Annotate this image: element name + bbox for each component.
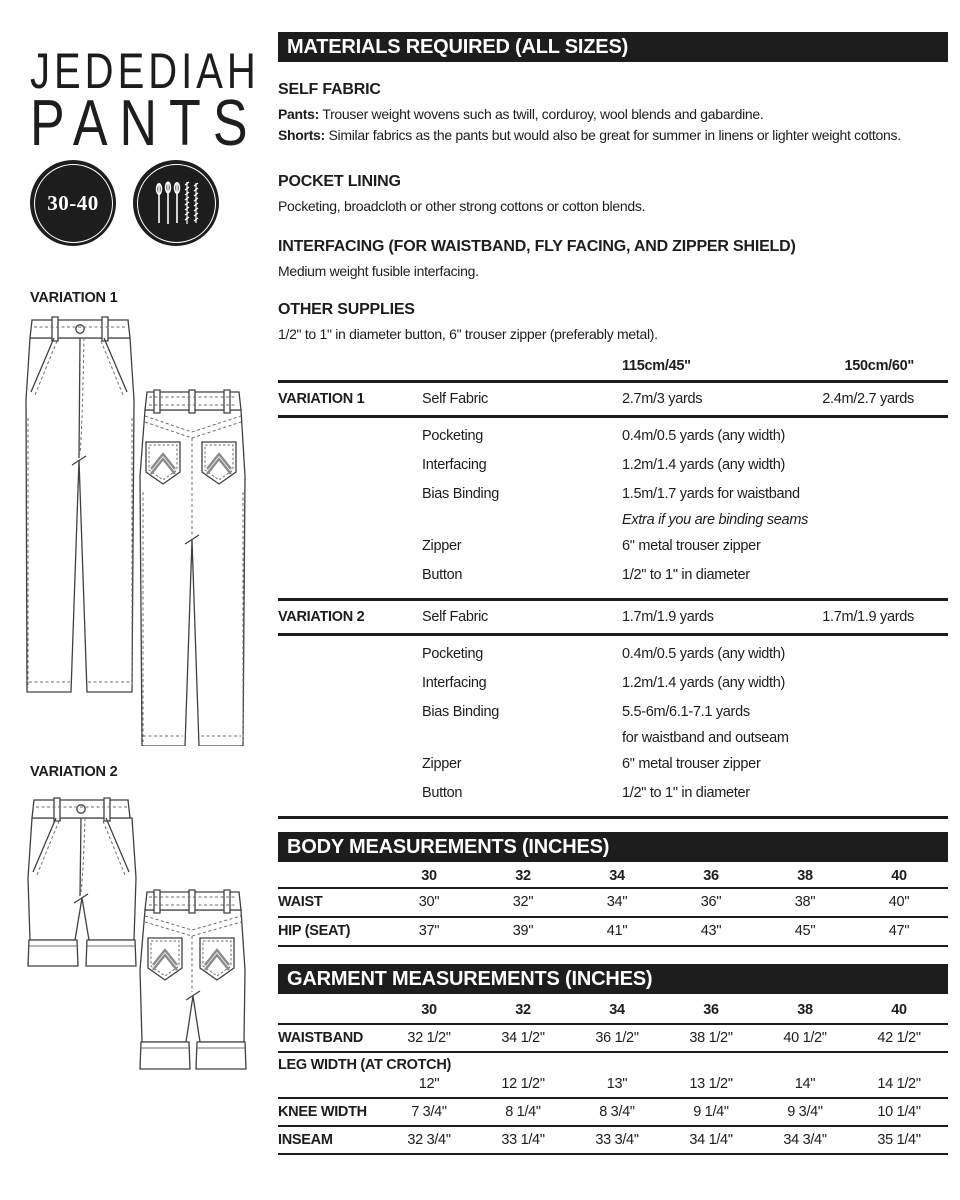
variation2-shorts-illustration (22, 788, 257, 1083)
variation1-supplies-group (278, 418, 948, 601)
measurement-value: 14 1/2" (877, 1076, 921, 1092)
body-measurements-banner (278, 832, 948, 862)
variation1-table-label: VARIATION 1 (278, 391, 365, 407)
measurement-value: 36 1/2" (595, 1030, 639, 1046)
pattern-title-line2: PANTS (30, 86, 260, 160)
measurement-value: 35 1/4" (877, 1132, 921, 1148)
size-col-header: 34 (609, 868, 625, 884)
item-note: for waistband and outseam (622, 730, 789, 746)
size-col-header: 36 (703, 868, 719, 884)
table-note-row (278, 509, 948, 532)
item-name: Pocketing (422, 428, 483, 444)
item-name: Button (422, 785, 463, 801)
item-note: Extra if you are binding seams (622, 512, 809, 528)
pocket-lining-heading: POCKET LINING (278, 173, 401, 190)
table-row (278, 532, 948, 561)
measurement-value: 40 1/2" (783, 1030, 827, 1046)
measurement-value: 34" (606, 894, 628, 910)
size-range-badge (30, 160, 116, 246)
size-col-header: 36 (703, 1002, 719, 1018)
item-value: 5.5-6m/6.1-7.1 yards (622, 704, 750, 720)
size-col-header: 40 (891, 1002, 907, 1018)
measurement-value: 7 3/4" (411, 1104, 447, 1120)
knee-width-row (278, 1099, 948, 1127)
measurement-value: 8 1/4" (505, 1104, 541, 1120)
width-60-header: 150cm/60" (844, 358, 914, 374)
badge-row (30, 160, 219, 246)
measurement-value: 12" (418, 1076, 440, 1092)
item-name: Pocketing (422, 646, 483, 662)
measurement-value: 41" (606, 923, 628, 939)
size-header-row (278, 994, 948, 1025)
inseam-row (278, 1127, 948, 1155)
item-name: Interfacing (422, 675, 487, 691)
item-value: 6" metal trouser zipper (622, 538, 761, 554)
hip-row (278, 918, 948, 947)
item-value: 1/2" to 1" in diameter (622, 567, 750, 583)
self-fabric-text (278, 104, 948, 146)
table-row (278, 779, 948, 808)
measurement-value: 32" (512, 894, 534, 910)
measurement-value: 13" (606, 1076, 628, 1092)
value-45: 1.7m/1.9 yards (622, 609, 714, 625)
measurement-value: 9 1/4" (693, 1104, 729, 1120)
measurement-value: 9 3/4" (787, 1104, 823, 1120)
measurement-value: 34 3/4" (783, 1132, 827, 1148)
materials-banner-title: MATERIALS REQUIRED (ALL SIZES) (287, 35, 629, 58)
shorts-front-view (28, 798, 136, 966)
measurement-value: 8 3/4" (599, 1104, 635, 1120)
pants-label: Pants: (278, 106, 319, 122)
item-name: Bias Binding (422, 704, 500, 720)
item-value: 6" metal trouser zipper (622, 756, 761, 772)
waist-row (278, 889, 948, 918)
measurement-value: 38 1/2" (689, 1030, 733, 1046)
needles-icon (141, 168, 211, 238)
item-value: 0.4m/0.5 yards (any width) (622, 428, 786, 444)
interfacing-heading: INTERFACING (FOR WAISTBAND, FLY FACING, AND ZIPPER SHIELD) (278, 238, 796, 255)
row-label: LEG WIDTH (AT CROTCH) (278, 1057, 452, 1073)
value-60: 2.4m/2.7 yards (822, 391, 914, 407)
pocket-lining-text: Pocketing, broadcloth or other strong cottons or cotton blends. (278, 198, 646, 214)
item-value: 1/2" to 1" in diameter (622, 785, 750, 801)
pants-back-view (140, 390, 245, 746)
interfacing-text: Medium weight fusible interfacing. (278, 263, 479, 279)
item-name: Zipper (422, 756, 462, 772)
body-measurements-table (278, 862, 948, 947)
table-row (278, 480, 948, 509)
measurement-value: 32 1/2" (407, 1030, 451, 1046)
table-note-row (278, 727, 948, 750)
measurement-value: 39" (512, 923, 534, 939)
waistband-row (278, 1025, 948, 1053)
item-name: Zipper (422, 538, 462, 554)
measurement-value: 30" (418, 894, 440, 910)
row-label: HIP (SEAT) (278, 923, 351, 939)
garment-measurements-banner (278, 964, 948, 994)
table-row (278, 451, 948, 480)
row-label: INSEAM (278, 1132, 333, 1148)
pants-front-view (26, 317, 134, 692)
size-col-header: 38 (797, 1002, 813, 1018)
pants-fabric-text: Trouser weight wovens such as twill, corduroy, wool blends and gabardine. (319, 106, 764, 122)
measurement-value: 13 1/2" (689, 1076, 733, 1092)
measurement-value: 33 3/4" (595, 1132, 639, 1148)
width-45-header: 115cm/45" (622, 358, 691, 374)
fabric-requirements-table (278, 355, 948, 819)
variation2-supplies-group (278, 636, 948, 819)
table-row (278, 640, 948, 669)
body-measurements-banner-title: BODY MEASUREMENTS (INCHES) (287, 835, 610, 858)
other-supplies-text: 1/2" to 1" in diameter button, 6" trouser zipper (preferably metal). (278, 326, 658, 342)
item-value: 1.2m/1.4 yards (any width) (622, 457, 786, 473)
measurement-value: 40" (888, 894, 910, 910)
item-value: 0.4m/0.5 yards (any width) (622, 646, 786, 662)
item-name: Interfacing (422, 457, 487, 473)
variation2-self-fabric-row (278, 601, 948, 636)
table-row (278, 422, 948, 451)
table-row (278, 561, 948, 590)
size-range-text: 30-40 (47, 190, 99, 215)
item-name: Button (422, 567, 463, 583)
item-name: Bias Binding (422, 486, 500, 502)
value-60: 1.7m/1.9 yards (822, 609, 914, 625)
shorts-fabric-text: Similar fabrics as the pants but would also be great for summer in linens or lighter weight cottons. (324, 127, 901, 143)
table-row (278, 750, 948, 779)
size-col-header: 38 (797, 868, 813, 884)
row-label: WAISTBAND (278, 1030, 364, 1046)
needles-badge (133, 160, 219, 246)
measurement-value: 32 3/4" (407, 1132, 451, 1148)
measurement-value: 36" (700, 894, 722, 910)
measurement-value: 45" (794, 923, 816, 939)
garment-measurements-table (278, 994, 948, 1155)
item-value: 1.2m/1.4 yards (any width) (622, 675, 786, 691)
measurement-value: 12 1/2" (501, 1076, 545, 1092)
measurement-value: 34 1/2" (501, 1030, 545, 1046)
shorts-label: Shorts: (278, 127, 325, 143)
item-name: Self Fabric (422, 391, 488, 407)
measurement-value: 34 1/4" (689, 1132, 733, 1148)
pattern-title-line1: JEDEDIAH (30, 43, 260, 100)
size-col-header: 34 (609, 1002, 625, 1018)
measurement-value: 37" (418, 923, 440, 939)
size-col-header: 30 (421, 1002, 437, 1018)
variation2-label: VARIATION 2 (30, 764, 118, 780)
size-col-header: 40 (891, 868, 907, 884)
garment-measurements-banner-title: GARMENT MEASUREMENTS (INCHES) (287, 967, 653, 990)
item-name: Self Fabric (422, 609, 488, 625)
measurement-value: 33 1/4" (501, 1132, 545, 1148)
table-row (278, 698, 948, 727)
variation1-self-fabric-row (278, 383, 948, 418)
variation1-pants-illustration (22, 314, 257, 746)
table-row (278, 669, 948, 698)
row-label: WAIST (278, 894, 323, 910)
pattern-title (30, 43, 317, 160)
item-value: 1.5m/1.7 yards for waistband (622, 486, 800, 502)
shorts-back-view (140, 890, 246, 1069)
size-col-header: 32 (515, 868, 531, 884)
measurement-value: 47" (888, 923, 910, 939)
size-col-header: 30 (421, 868, 437, 884)
row-label: KNEE WIDTH (278, 1104, 367, 1120)
measurement-value: 43" (700, 923, 722, 939)
size-col-header: 32 (515, 1002, 531, 1018)
measurement-value: 14" (794, 1076, 816, 1092)
size-header-row (278, 862, 948, 889)
main-content (278, 0, 948, 1155)
measurement-value: 10 1/4" (877, 1104, 921, 1120)
other-supplies-heading: OTHER SUPPLIES (278, 301, 415, 318)
self-fabric-heading: SELF FABRIC (278, 81, 381, 98)
value-45: 2.7m/3 yards (622, 391, 703, 407)
variation1-label: VARIATION 1 (30, 290, 118, 306)
fabric-table-header-row (278, 355, 948, 383)
variation2-table-label: VARIATION 2 (278, 609, 365, 625)
measurement-value: 42 1/2" (877, 1030, 921, 1046)
materials-banner (278, 32, 948, 62)
measurement-value: 38" (794, 894, 816, 910)
leg-width-row (278, 1053, 948, 1099)
